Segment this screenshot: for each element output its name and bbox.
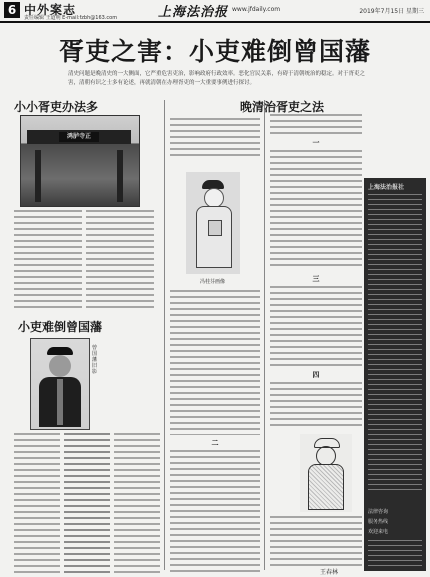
text-block-left-b: [86, 210, 154, 310]
text-block-left-c: [14, 433, 60, 573]
ad-line-3: 欢迎来电: [368, 529, 389, 535]
text-block-center-c: [170, 450, 260, 572]
caption-zeng: 曾国藩旧影: [92, 345, 98, 375]
portrait-zeng-guofan: [30, 338, 90, 430]
ad-line-2: 服务热线: [368, 519, 389, 525]
text-block-left-d: [64, 433, 110, 573]
text-block-right-b: [270, 150, 362, 270]
face: [49, 355, 71, 377]
issue-date: 2019年7月15日 星期三: [359, 8, 424, 15]
editor-line: 责任编辑 王道明 E-mail:fzbh@163.com: [24, 15, 118, 21]
ad-line-1: 法律咨询: [368, 509, 389, 515]
text-block-center-b: [170, 290, 260, 435]
text-block-right-c: [270, 286, 362, 366]
robe: [308, 464, 344, 510]
text-block-right-e: [270, 516, 362, 566]
subheading-one: 一: [312, 139, 320, 147]
section-title-3: 小吏难倒曾国藩: [18, 320, 103, 334]
column-divider-1: [164, 100, 165, 570]
subheading-four: 四: [312, 371, 320, 379]
ad-column: [364, 178, 426, 571]
gate-pillar-right: [117, 150, 123, 202]
ad-body: [368, 194, 422, 494]
text-block-left-e: [114, 433, 160, 573]
official-hat: [47, 347, 73, 355]
robe: [196, 206, 232, 268]
header-rule: [0, 21, 430, 23]
section-name: 中外案志: [24, 3, 77, 17]
masthead-url: www.jfdaily.com: [232, 6, 281, 13]
text-block-left-a: [14, 210, 82, 310]
sketch-figure: [300, 434, 352, 512]
column-divider-2: [264, 100, 265, 570]
subheading-three: 三: [312, 275, 320, 283]
masthead: 上海法治报: [158, 5, 229, 20]
rank-badge: [208, 220, 222, 236]
ad-footer: [368, 540, 422, 566]
author: 王春林: [320, 569, 339, 576]
ad-title: 上海法治报社: [368, 184, 405, 191]
section-title-2: 晚清治胥吏之法: [240, 100, 325, 114]
text-block-right-a: [270, 114, 362, 134]
beads: [57, 379, 63, 425]
headline: 胥吏之害：小吏难倒曾国藩: [58, 37, 371, 66]
page-header: [0, 0, 430, 22]
lead-paragraph: 清史问题是晚清史的一大侧面，它严重危害吏治，影响政府行政效率。恶化官民关系，有碍于清朝统治的稳定。对于胥吏之害，清朝有识之士多有论述，再就清朝在办理胥吏的一大重要事例进行探讨。: [68, 71, 366, 86]
gate-pillar-left: [35, 150, 41, 202]
face: [204, 188, 224, 208]
text-block-right-d: [270, 382, 362, 430]
text-block-center-a: [170, 118, 260, 158]
page-number: 6: [4, 2, 20, 18]
section-title-1: 小小胥吏办法多: [14, 100, 99, 114]
subheading-two: 二: [211, 439, 219, 447]
portrait-center: [186, 172, 240, 274]
gate-plaque: 鸿胪寺正: [59, 132, 99, 142]
face: [316, 446, 336, 466]
caption-center: 冯桂芬画像: [200, 279, 226, 285]
gate-photo: [20, 115, 140, 207]
